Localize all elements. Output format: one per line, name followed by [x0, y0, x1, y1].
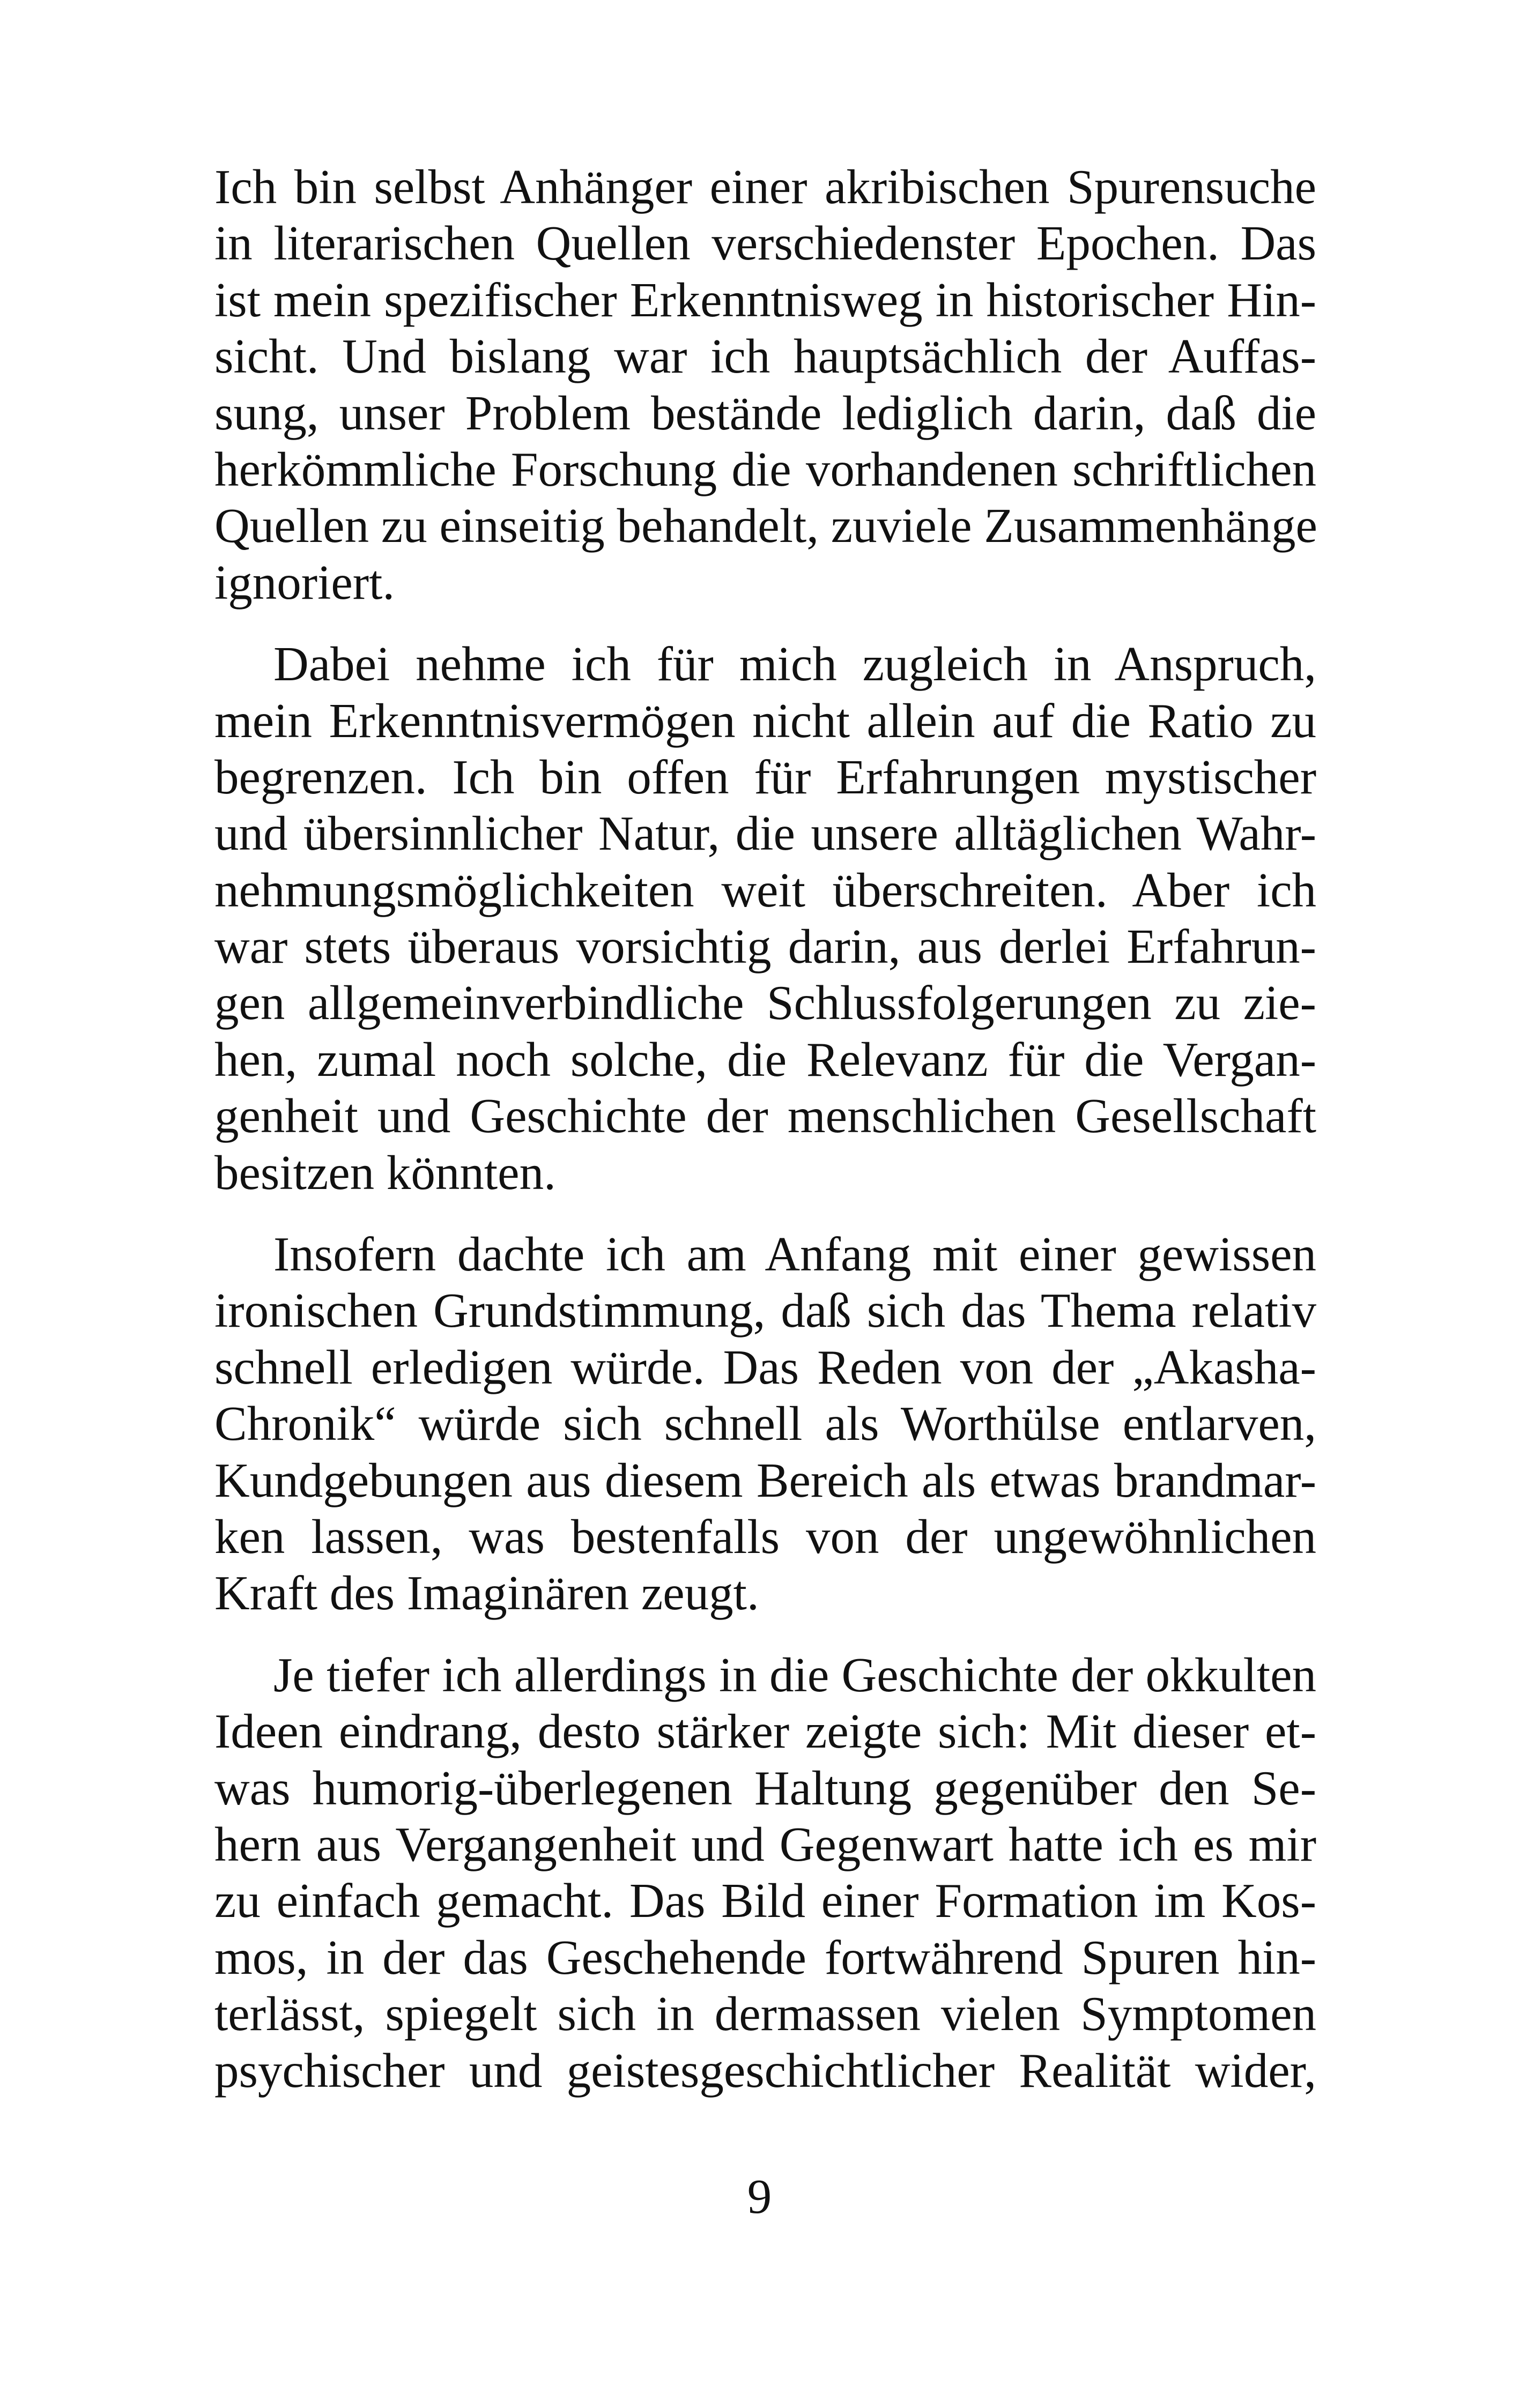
text-line: Je tiefer ich allerdings in die Geschichte der okkulten	[273, 1647, 1316, 1702]
text-line: hen, zumal noch solche, die Relevanz für die Vergan-	[214, 1032, 1316, 1087]
paragraph	[214, 159, 1316, 611]
text-line: mein Erkenntnisvermögen nicht allein auf die Ratio zu	[214, 693, 1316, 748]
body-text	[214, 159, 1316, 2099]
text-line: sicht. Und bislang war ich hauptsächlich der Auffas-	[214, 329, 1316, 384]
text-line: was humorig-überlegenen Haltung gegenüber den Se-	[214, 1760, 1316, 1815]
text-line: gen allgemeinverbindliche Schlussfolgerungen zu zie-	[214, 976, 1316, 1030]
paragraph	[214, 636, 1316, 1201]
text-line: war stets überaus vorsichtig darin, aus derlei Erfahrun-	[214, 919, 1316, 974]
text-line: Kundgebungen aus diesem Bereich als etwas brandmar-	[214, 1453, 1316, 1507]
paragraph	[214, 1226, 1316, 1622]
text-line: hern aus Vergangenheit und Gegenwart hatte ich es mir	[214, 1817, 1316, 1871]
text-line: Ideen eindrang, desto stärker zeigte sich: Mit dieser et-	[214, 1704, 1316, 1759]
text-line: herkömmliche Forschung die vorhandenen schriftlichen	[214, 442, 1316, 496]
text-line: Dabei nehme ich für mich zugleich in Anspruch,	[273, 637, 1316, 692]
text-line: terlässt, spiegelt sich in dermassen vielen Symptomen	[214, 1987, 1316, 2041]
paragraph	[214, 1647, 1316, 2099]
text-line: zu einfach gemacht. Das Bild einer Formation im Kos-	[214, 1874, 1316, 1928]
text-line: Quellen zu einseitig behandelt, zuviele Zusammenhänge	[214, 499, 1317, 553]
text-line: ironischen Grundstimmung, daß sich das Thema relativ	[214, 1283, 1316, 1338]
text-line: besitzen könnten.	[214, 1145, 556, 1200]
text-line: mos, in der das Geschehende fortwährend Spuren hin-	[214, 1930, 1316, 1985]
text-line: sung, unser Problem bestände lediglich darin, daß die	[214, 385, 1316, 440]
text-line: begrenzen. Ich bin offen für Erfahrungen mystischer	[214, 749, 1316, 804]
text-line: Kraft des Imaginären zeugt.	[214, 1566, 759, 1621]
text-line: genheit und Geschichte der menschlichen Gesellschaft	[214, 1089, 1316, 1143]
text-line: nehmungsmöglichkeiten weit überschreiten. Aber ich	[214, 863, 1316, 917]
text-line: schnell erledigen würde. Das Reden von der „Akasha-	[214, 1340, 1316, 1394]
text-line: psychischer und geistesgeschichtlicher Realität wider,	[214, 2043, 1316, 2098]
text-line: und übersinnlicher Natur, die unsere alltäglichen Wahr-	[214, 806, 1316, 861]
text-line: Ich bin selbst Anhänger einer akribischen Spurensuche	[214, 160, 1316, 214]
text-line: Chronik“ würde sich schnell als Worthülse entlarven,	[214, 1396, 1316, 1451]
text-line: ist mein spezifischer Erkenntnisweg in historischer Hin-	[214, 272, 1316, 327]
text-line: in literarischen Quellen verschiedenster Epochen. Das	[214, 216, 1316, 271]
text-line: ken lassen, was bestenfalls von der ungewöhnlichen	[214, 1509, 1316, 1564]
text-line: Insofern dachte ich am Anfang mit einer gewissen	[273, 1227, 1316, 1282]
text-line: ignoriert.	[214, 555, 395, 610]
page-number: 9	[747, 2169, 772, 2224]
